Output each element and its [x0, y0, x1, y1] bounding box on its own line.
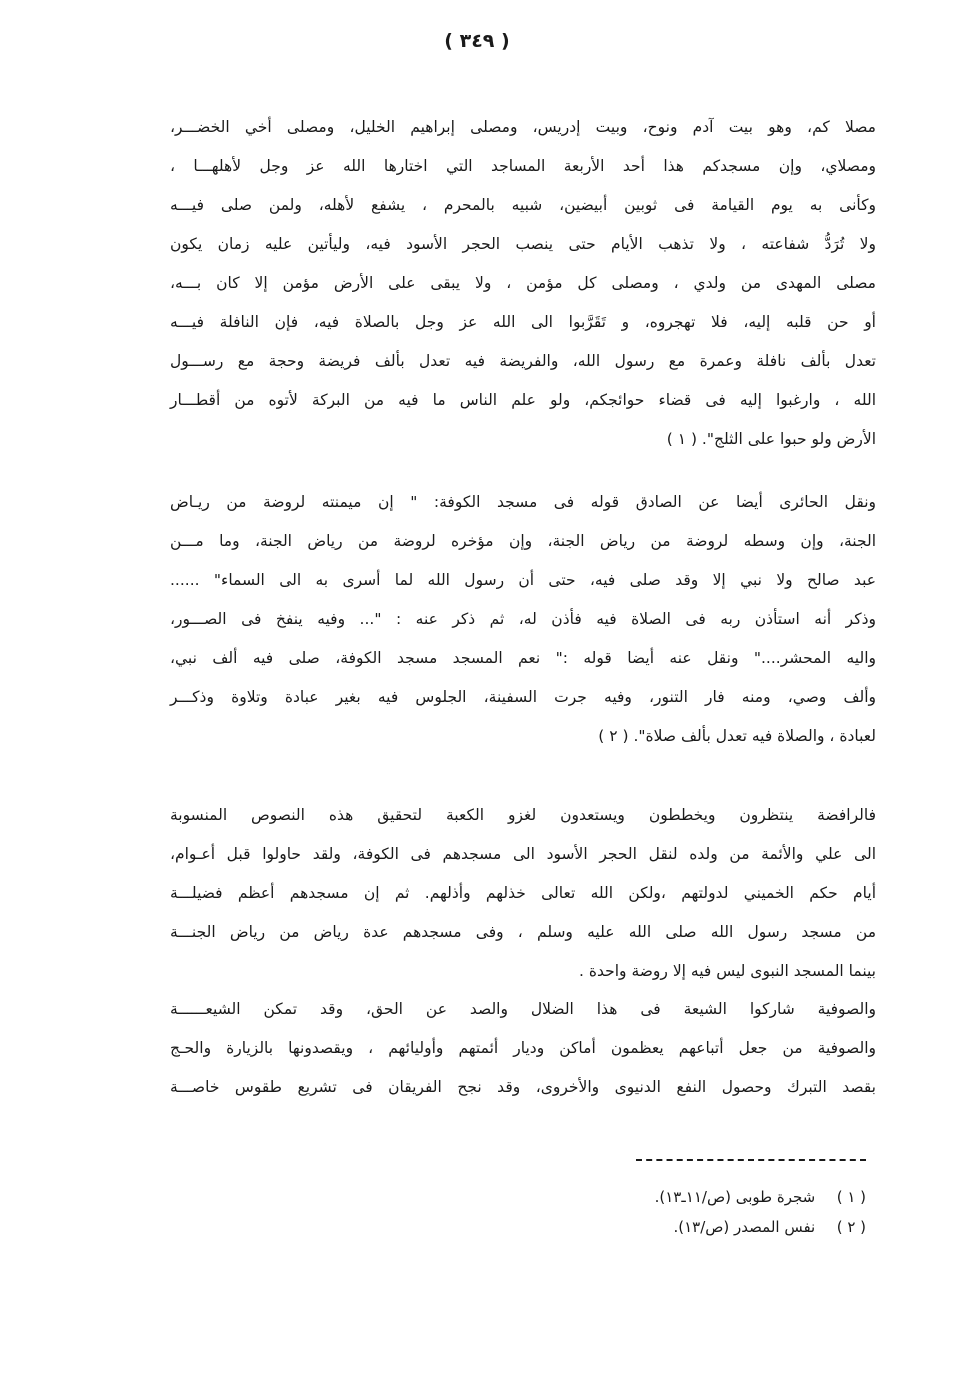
footnote-1: [500, 1182, 866, 1212]
text-line: أو حن قلبه إليه، فلا تهجروه، و تَقَرَّبوا الى الله عز وجل بالصلاة فيه، فإن النافلة فيـــه: [170, 313, 876, 331]
text-line: مصلى المهدى من ولدي ، ومصلى كل مؤمن ، ولا يبقى على الأرض مؤمن إلا كان بـــه،: [170, 274, 876, 292]
text-line: عبد صالح ولا نبي إلا وقد صلى فيه، حتى أن رسول الله لما أسرى به الى السماء" ......: [170, 571, 876, 589]
text-line: ومصلاي، وإن مسجدكم هذا أحد الأربعة المساجد التي اختارها الله عز وجل لأهلهـــا ،: [170, 157, 876, 175]
footnote-text: نفس المصدر (ص/١٣).: [673, 1218, 816, 1236]
footnote-number: ( ٢ ): [836, 1218, 866, 1236]
text-line: تعدل بألف نافلة وعمرة مع رسول الله، والفريضة فيه تعدل بألف فريضة وحجة مع رســـول: [170, 352, 876, 370]
paragraph-1: [170, 108, 876, 459]
text-line: مصلا كم، وهو بيت آدم ونوح، وبيت إدريس، ومصلى إبراهيم الخليل، ومصلى أخي الخضـــر،: [170, 118, 876, 136]
text-line: والصوفية شاركوا الشيعة فى هذا الضلال والصد عن الحق، وقد تمكن الشيعــــــة: [170, 1000, 876, 1018]
text-line: من مسجد رسول الله صلى الله عليه وسلم ، وفى مسجدهم عدة رياض من رياض الجنـــة: [170, 923, 876, 941]
footnote-number: ( ١ ): [836, 1188, 866, 1206]
paragraph-2: [170, 483, 876, 756]
paragraph-4: [170, 990, 876, 1107]
text-line: وألف وصي، ومنه فار التنور، وفيه جرت السفينة، الجلوس فيه بغير عبادة وتلاوة وذكـــر: [170, 688, 876, 706]
text-line: الى علي والأئمة من ولده لنقل الحجر الأسود الى مسجدهم فى الكوفة، ولقد حاولوا قبل أعـوام،: [170, 845, 876, 863]
text-line: ونقل الحائرى أيضا عن الصادق قوله فى مسجد الكوفة: " إن ميمنته لروضة من ريـاض: [170, 493, 876, 511]
text-line: بينما المسجد النبوى ليس فيه إلا روضة واحدة .: [579, 962, 876, 980]
text-line: أيام حكم الخميني لدولتهم ،ولكن الله تعالى خذلهم وأذلهم. ثم إن مسجدهم أعظم فضيلـــة: [170, 884, 876, 902]
text-line: الله ، وارغبوا إليه فى قضاء حوائجكم، ولو علم الناس ما فيه من البركة لأتوه من أقطـــار: [170, 391, 876, 409]
text-line: وكأنى به يوم القيامة فى ثوبين أبيضين، شبيه بالمحرم ، يشفع لأهله، ولمن صلى فيـــه: [170, 196, 876, 214]
page-number: ( ٣٤٩ ): [444, 30, 510, 52]
text-line: واليه المحشر...." ونقل عنه أيضا قوله :" نعم المسجد مسجد الكوفة، صلى فيه ألف نبي،: [170, 649, 876, 667]
text-line: ولا تُرَدُّ شفاعته ، ولا تذهب الأيام حتى ينصب الحجر الأسود فيه، وليأتين عليه زمان يكون: [170, 235, 876, 253]
text-line: الجنة، وإن وسطه لروضة من رياض الجنة، وإن مؤخره لروضة من رياض الجنة، وما مـــن: [170, 532, 876, 550]
footnote-2: [500, 1212, 866, 1242]
text-line: فالرافضة ينتظرون ويخططون ويستعدون لغزو الكعبة لتحقيق هذه النصوص المنسوبة: [170, 806, 876, 824]
text-line: وذكر أنه استأذن ربه فى الصلاة فيه فأذن له، ثم ذكر عنه : "... وفيه ينفخ فى الصـــور،: [170, 610, 876, 628]
text-line: الأرض ولو حبوا على الثلج". ( ١ ): [666, 430, 876, 448]
footnotes: [500, 1182, 866, 1242]
text-line: لعبادة ، والصلاة فيه تعدل بألف صلاة". ( ٢ ): [598, 727, 876, 745]
paragraph-3: [170, 796, 876, 991]
footnote-text: شجرة طوبى (ص/١١ـ١٣).: [654, 1188, 816, 1206]
text-line: والصوفية من جعل أتباعهم يعظمون أماكن وديار أئمتهم وأوليائهم ، ويقصدونها بالزيارة والحـج: [170, 1039, 876, 1057]
footnote-separator: [636, 1159, 866, 1161]
text-line: بقصد التبرك وحصول النفع الدنيوى والأخروى، وقد نجح الفريقان فى تشريع طقوس خاصـــة: [170, 1078, 876, 1096]
